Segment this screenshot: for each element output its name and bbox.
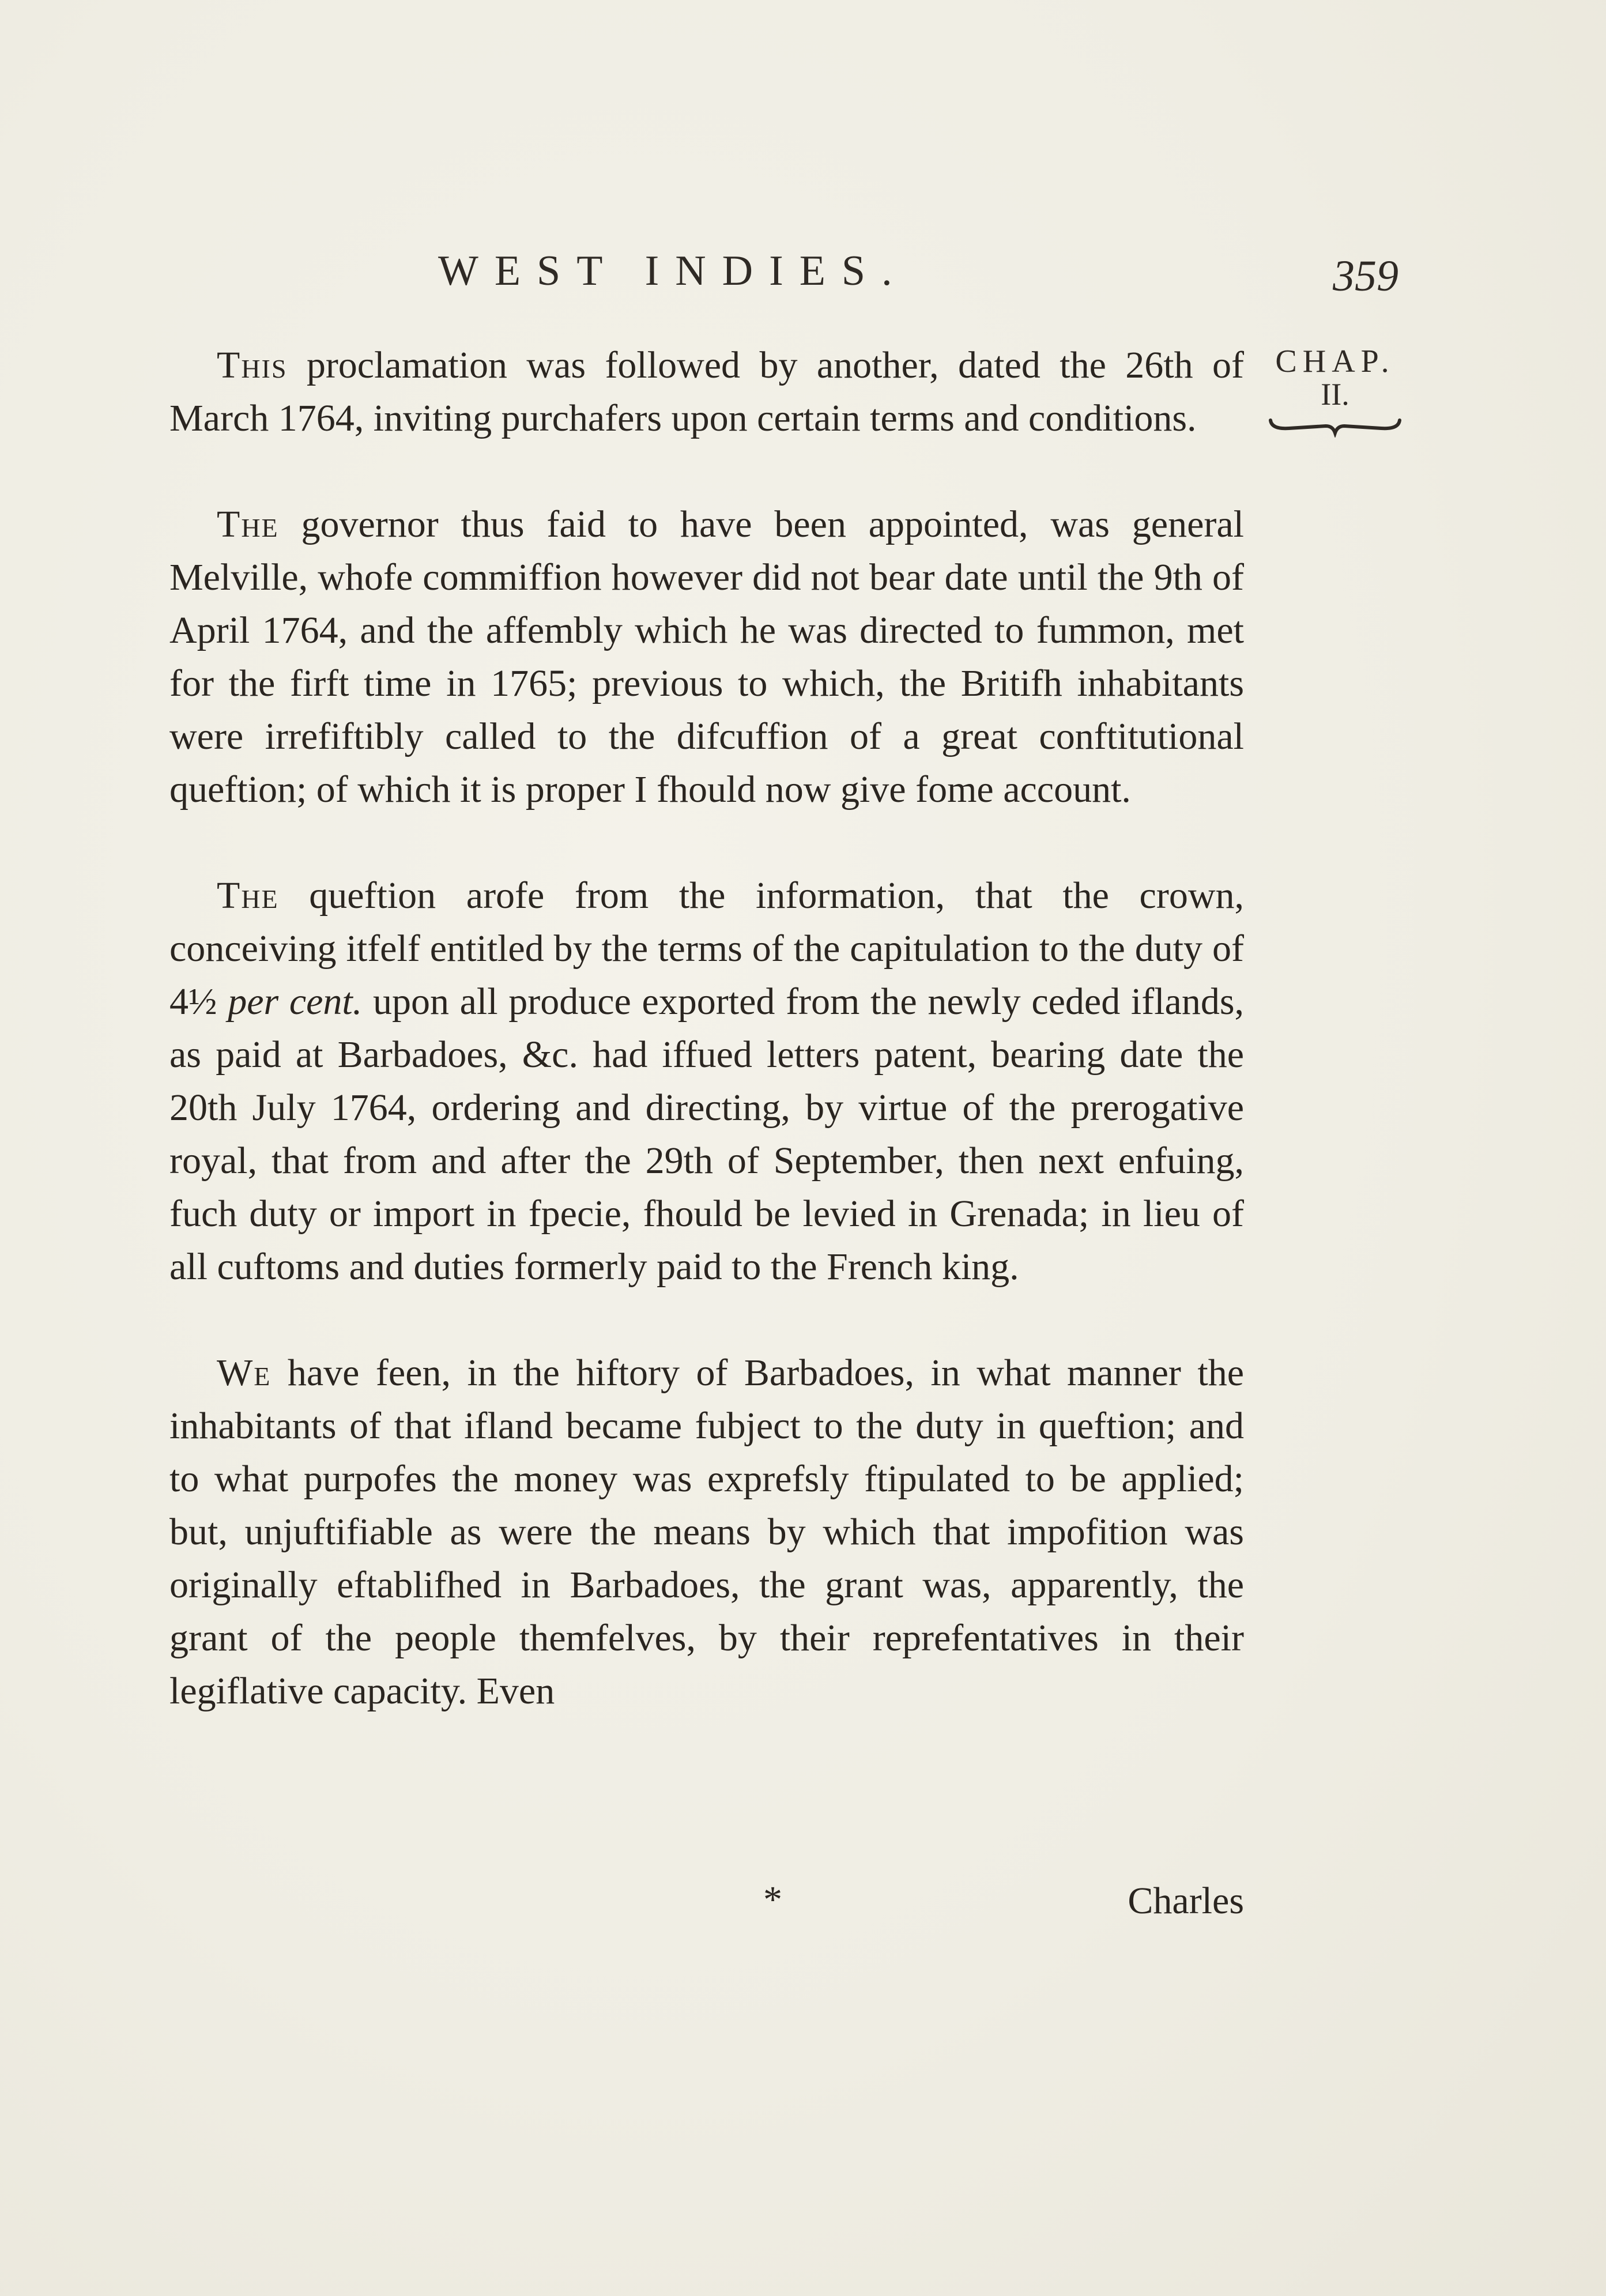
paragraph-1 bbox=[169, 339, 1244, 445]
page-number: 359 bbox=[1333, 252, 1398, 300]
paragraph-lead-word: We bbox=[217, 1352, 272, 1394]
paragraph-text: queftion arofe from the information, that the crown, conceiving itfelf entitled by the terms of the capitulation to the duty of 4½ bbox=[169, 874, 1244, 1023]
chapter-label: CHAP. bbox=[1275, 344, 1395, 379]
paragraph-lead-word: The bbox=[217, 503, 279, 545]
paragraph-text-continued: upon all produce exported from the newly ceded iflands, as paid at Barbadoes, &c. had iffued letters patent, bearing date the 20th July 1764, ordering and directing, by virtue of the prerogative royal, that from and after the 29th of September, then next enfuing, fuch duty or import in fpecie, fhould be levied in Grenada; in lieu of all cuftoms and duties formerly paid to the French king. bbox=[169, 981, 1245, 1288]
paragraph-4 bbox=[169, 1347, 1244, 1718]
paragraph-2 bbox=[169, 498, 1244, 816]
paragraph-lead-word: The bbox=[217, 874, 279, 917]
italic-phrase: per cent. bbox=[228, 981, 363, 1023]
paragraph-text: have feen, in the hiftory of Barbadoes, in what manner the inhabitants of that ifland became fubject to the duty in queftion; and to what purpofes the money was exprefsly ftipulated to be applied; but, unjuftifiable as were the means by which that impofition was originally eftablifhed in Barbadoes, the grant was, apparently, the grant of the people themfelves, by their reprefentatives in their legiflative capacity. Even bbox=[169, 1352, 1244, 1712]
brace-ornament-icon bbox=[1266, 414, 1404, 438]
running-title: WEST INDIES. bbox=[438, 247, 908, 295]
paragraph-text: proclamation was followed by another, dated the 26th of March 1764, inviting purchafers upon certain terms and conditions. bbox=[169, 344, 1244, 439]
chapter-marginal-note bbox=[1266, 343, 1404, 438]
paragraph-text: governor thus faid to have been appointed, was general Melville, whofe commiffion however did not bear date until the 9th of April 1764, and the affembly which he was directed to fummon, met for the firft time in 1765; previous to which, the Britifh inhabitants were irrefiftibly called to the difcuffion of a great conftitutional queftion; of which it is proper I fhould now give fome account. bbox=[169, 503, 1244, 810]
catchline bbox=[169, 1878, 1244, 1930]
paragraph-lead-word: This bbox=[217, 344, 288, 386]
body-text bbox=[169, 339, 1244, 1771]
catchword: Charles bbox=[1128, 1880, 1244, 1922]
chapter-number: II. bbox=[1321, 377, 1349, 412]
paragraph-3 bbox=[169, 869, 1244, 1294]
signature-mark: * bbox=[763, 1879, 782, 1921]
